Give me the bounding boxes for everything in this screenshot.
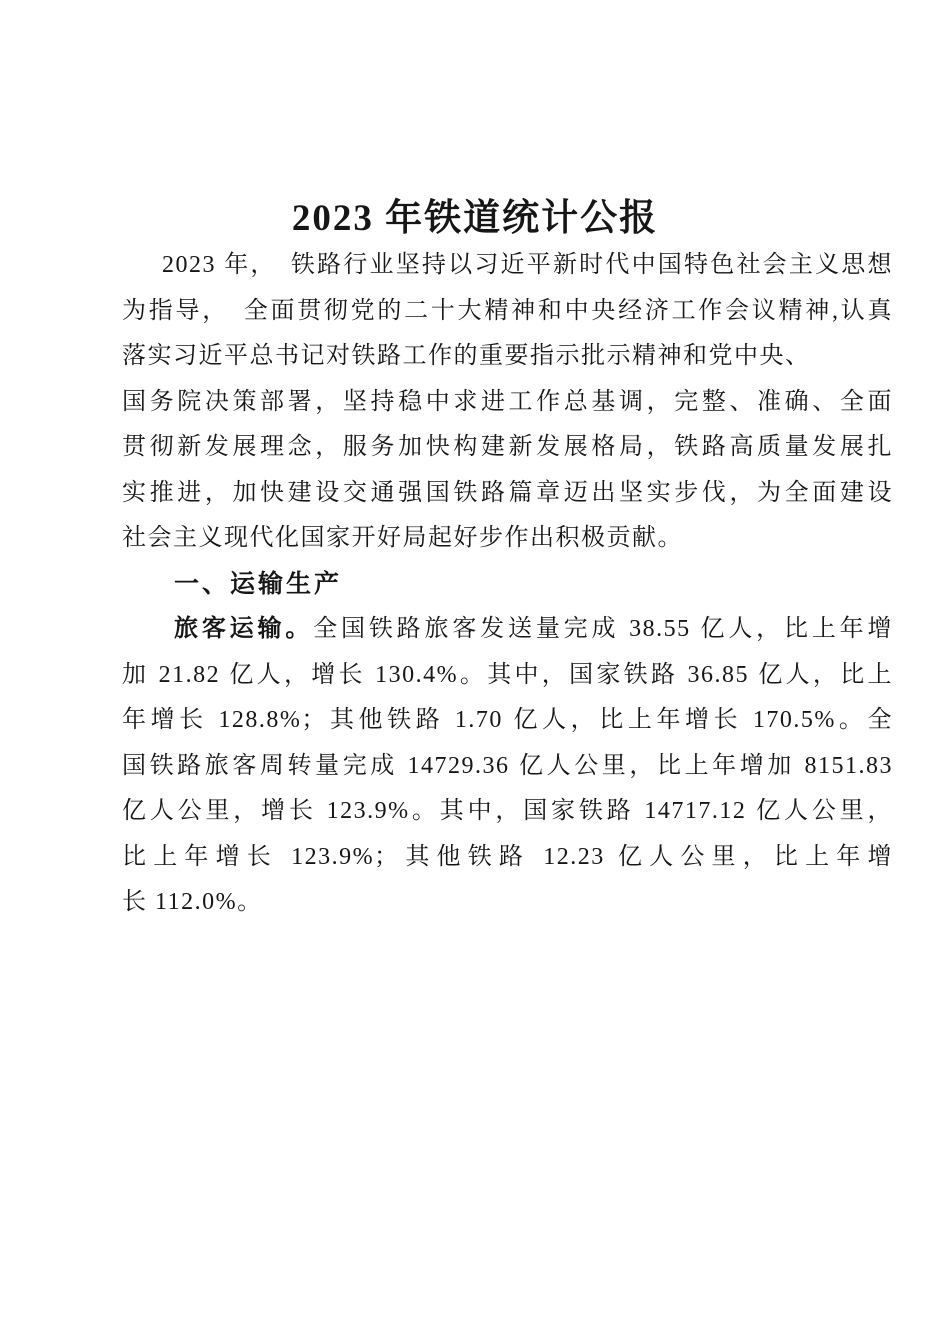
section-heading-transport-production: 一、运输生产 [174, 569, 343, 598]
intro-line: 为指导， 全面贯彻党的二十大精神和中央经济工作会议精神,认真 [122, 297, 893, 324]
document-title: 2023 年铁道统计公报 [291, 197, 659, 239]
passenger-line: 年增长 128.8%；其他铁路 1.70 亿人，比上年增长 170.5%。全 [122, 707, 893, 733]
passenger-lead: 旅客运输。 [174, 616, 314, 642]
document-body [122, 243, 893, 926]
intro-line: 社会主义现代化国家开好局起好步作出积极贡献。 [122, 525, 683, 551]
intro-line: 2023 年， 铁路行业坚持以习近平新时代中国特色社会主义思想 [162, 252, 893, 278]
passenger-line [122, 607, 893, 653]
passenger-line-text: 全国铁路旅客发送量完成 38.55 亿人，比上年增 [313, 616, 893, 642]
passenger-line: 长 112.0%。 [122, 889, 263, 915]
passenger-line: 加 21.82 亿人，增长 130.4%。其中，国家铁路 36.85 亿人，比上 [122, 661, 893, 688]
intro-line: 落实习近平总书记对铁路工作的重要指示批示精神和党中央、 [122, 343, 811, 369]
passenger-line: 亿人公里，增长 123.9%。其中，国家铁路 14717.12 亿人公里， [122, 798, 893, 824]
passenger-line: 比上年增长 123.9%；其他铁路 12.23 亿人公里，比上年增 [122, 843, 893, 870]
passenger-line: 国铁路旅客周转量完成 14729.36 亿人公里，比上年增加 8151.83 [122, 752, 893, 779]
intro-line: 实推进，加快建设交通强国铁路篇章迈出坚实步伐，为全面建设 [122, 479, 893, 506]
intro-line: 贯彻新发展理念，服务加快构建新发展格局，铁路高质量发展扎 [122, 434, 893, 460]
intro-line: 国务院决策部署，坚持稳中求进工作总基调，完整、准确、全面 [122, 388, 893, 415]
